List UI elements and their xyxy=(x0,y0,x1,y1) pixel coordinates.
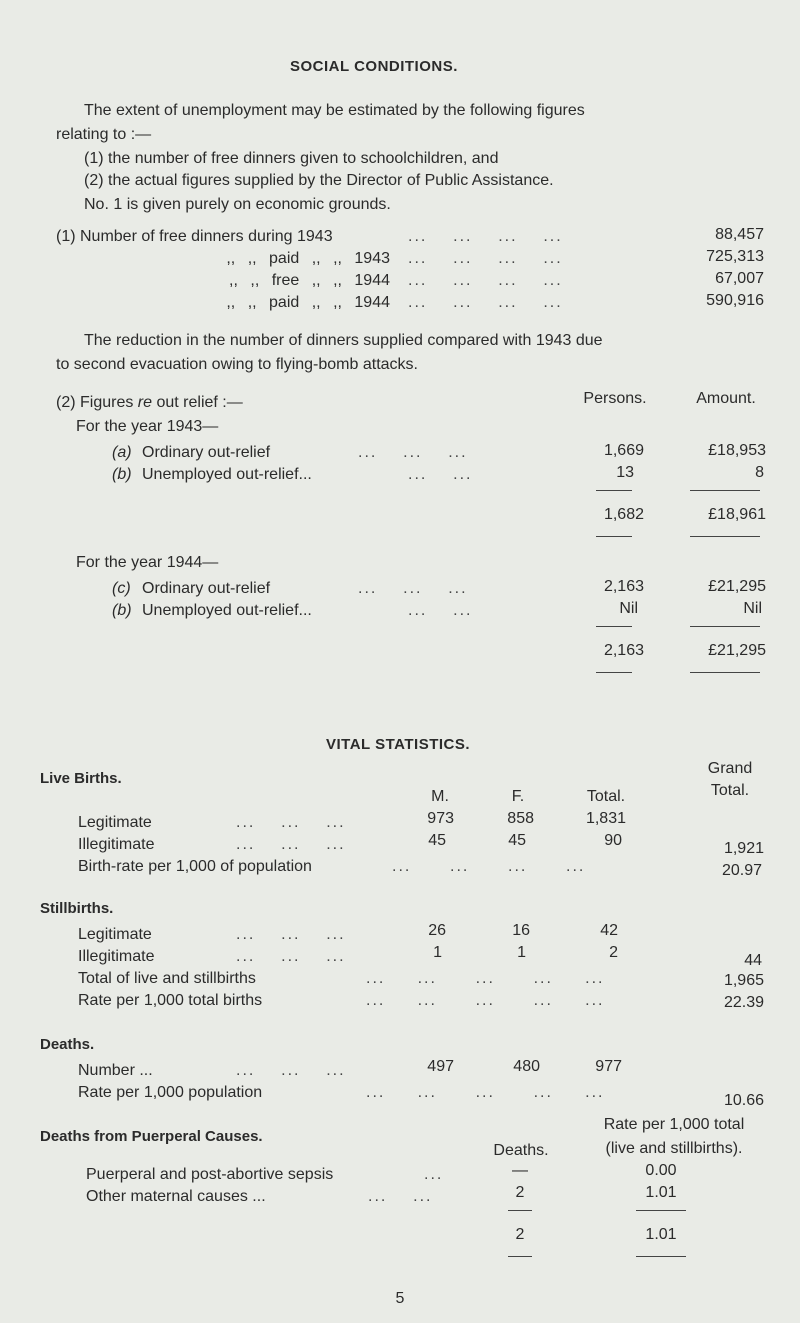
col-amount: Amount. xyxy=(696,390,756,407)
relief-row-label: Ordinary out-relief xyxy=(142,580,271,597)
col-rate-2: (live and stillbirths). xyxy=(605,1140,743,1157)
relief-row-label: Ordinary out-relief xyxy=(142,444,271,461)
col-f: F. xyxy=(511,788,525,805)
leader-dots: ... ... xyxy=(368,1188,433,1205)
number-label: Number ... xyxy=(78,1062,153,1079)
rule xyxy=(596,490,632,491)
rule xyxy=(508,1210,532,1211)
leader-dots: ... ... xyxy=(408,602,473,619)
relief-letter: (b) xyxy=(112,602,132,619)
leader-dots: ... ... ... ... xyxy=(408,228,563,245)
leader-dots: ... ... ... xyxy=(358,444,468,461)
relief-row-label: Unemployed out-relief... xyxy=(142,466,312,483)
dinners-label: ,, ,, paid ,, ,, 1943 xyxy=(226,250,390,267)
still-f: 1 xyxy=(517,944,526,961)
puerperal-total-deaths: 2 xyxy=(515,1226,525,1243)
births-total: 90 xyxy=(604,832,622,849)
stillbirths-heading: Stillbirths. xyxy=(40,900,114,917)
dinners-value: 67,007 xyxy=(715,270,764,287)
rule xyxy=(636,1210,686,1211)
intro-line-1: The extent of unemployment may be estimated by the following figures xyxy=(84,102,585,119)
relief-total-persons: 1,682 xyxy=(603,506,644,523)
leader-dots: ... ... ... ... ... xyxy=(366,970,605,987)
rate-total-births-value: 22.39 xyxy=(723,994,764,1011)
total-live-still-label: Total of live and stillbirths xyxy=(78,970,256,987)
puerperal-deaths: 2 xyxy=(515,1184,525,1201)
leader-dots: ... ... ... ... xyxy=(408,272,563,289)
leader-dots: ... ... ... ... ... xyxy=(366,992,605,1009)
leader-dots: ... ... ... xyxy=(358,580,468,597)
relief-row-label: Unemployed out-relief... xyxy=(142,602,312,619)
puerperal-label: Puerperal and post-abortive sepsis xyxy=(86,1166,334,1183)
relief-amount: Nil xyxy=(743,600,762,617)
col-m: M. xyxy=(431,788,449,805)
rule xyxy=(596,626,632,627)
number-m: 497 xyxy=(427,1058,454,1075)
births-f: 45 xyxy=(508,832,526,849)
intro-item-2: (2) the actual figures supplied by the Director of Public Assistance. xyxy=(84,172,554,189)
relief-amount: 8 xyxy=(755,464,764,481)
puerperal-rate: 0.00 xyxy=(645,1162,677,1179)
puerperal-total-rate: 1.01 xyxy=(645,1226,677,1243)
puerperal-deaths: — xyxy=(512,1162,528,1179)
leader-dots: ... ... ... xyxy=(236,836,346,853)
still-label: Illegitimate xyxy=(78,948,155,965)
col-deaths: Deaths. xyxy=(493,1142,549,1159)
rule xyxy=(690,536,760,537)
deaths-heading: Deaths. xyxy=(40,1036,95,1053)
puerperal-label: Other maternal causes ... xyxy=(86,1188,266,1205)
social-heading: SOCIAL CONDITIONS. xyxy=(290,58,458,75)
year-1943: For the year 1943— xyxy=(76,418,219,435)
births-total: 1,831 xyxy=(585,810,626,827)
relief-total-amount: £21,295 xyxy=(708,642,766,659)
relief-persons: 1,669 xyxy=(603,442,644,459)
leader-dots: ... ... xyxy=(408,466,473,483)
births-label: Illegitimate xyxy=(78,836,155,853)
leader-dots: ... ... ... xyxy=(236,926,346,943)
relief-persons: Nil xyxy=(619,600,638,617)
still-total: 42 xyxy=(600,922,618,939)
col-grand-1: Grand xyxy=(707,760,753,777)
leader-dots: ... ... ... xyxy=(236,1062,346,1079)
death-rate-label: Rate per 1,000 population xyxy=(78,1084,263,1101)
relief-total-amount: £18,961 xyxy=(708,506,766,523)
birth-rate-label: Birth-rate per 1,000 of population xyxy=(78,858,312,875)
dinners-value: 590,916 xyxy=(706,292,764,309)
intro-line-2: relating to :— xyxy=(56,126,152,143)
puerperal-rate: 1.01 xyxy=(645,1184,677,1201)
births-f: 858 xyxy=(507,810,534,827)
relief-amount: £21,295 xyxy=(708,578,766,595)
number-f: 480 xyxy=(513,1058,540,1075)
leader-dots: ... ... ... ... xyxy=(408,294,563,311)
year-1944: For the year 1944— xyxy=(76,554,219,571)
still-m: 26 xyxy=(428,922,446,939)
leader-dots: ... ... ... ... xyxy=(392,858,586,875)
relief-persons: 13 xyxy=(616,464,634,481)
rate-total-births-label: Rate per 1,000 total births xyxy=(78,992,263,1009)
relief-letter: (c) xyxy=(112,580,131,597)
page-number: 5 xyxy=(395,1290,405,1307)
rule xyxy=(508,1256,532,1257)
relief-total-persons: 2,163 xyxy=(603,642,644,659)
dinners-label: ,, ,, free ,, ,, 1944 xyxy=(229,272,390,289)
still-label: Legitimate xyxy=(78,926,152,943)
puerperal-heading: Deaths from Puerperal Causes. xyxy=(40,1128,263,1145)
rule xyxy=(596,672,632,673)
births-grand: 1,921 xyxy=(723,840,764,857)
leader-dots: ... xyxy=(424,1166,444,1183)
rule xyxy=(690,672,760,673)
intro-note: No. 1 is given purely on economic grounds. xyxy=(84,196,391,213)
still-f: 16 xyxy=(512,922,530,939)
relief-persons: 2,163 xyxy=(603,578,644,595)
live-births-heading: Live Births. xyxy=(40,770,122,787)
relief-letter: (a) xyxy=(112,444,132,461)
reduction-line-2: to second evacuation owing to flying-bomb attacks. xyxy=(56,356,418,373)
dinners-label: (1) Number of free dinners during 1943 xyxy=(56,228,333,245)
reduction-line-1: The reduction in the number of dinners supplied compared with 1943 due xyxy=(84,332,603,349)
dinners-value: 725,313 xyxy=(706,248,764,265)
births-label: Legitimate xyxy=(78,814,152,831)
rule xyxy=(596,536,632,537)
relief-letter: (b) xyxy=(112,466,132,483)
births-m: 45 xyxy=(428,832,446,849)
leader-dots: ... ... ... ... xyxy=(408,250,563,267)
leader-dots: ... ... ... ... ... xyxy=(366,1084,605,1101)
col-rate-1: Rate per 1,000 total xyxy=(603,1116,745,1133)
dinners-label: ,, ,, paid ,, ,, 1944 xyxy=(226,294,390,311)
relief-amount: £18,953 xyxy=(708,442,766,459)
still-grand: 44 xyxy=(744,952,762,969)
leader-dots: ... ... ... xyxy=(236,814,346,831)
total-live-still-value: 1,965 xyxy=(723,972,764,989)
dinners-value: 88,457 xyxy=(715,226,764,243)
relief-label: (2) Figures re out relief :— xyxy=(56,394,243,411)
rule xyxy=(690,626,760,627)
rule xyxy=(690,490,760,491)
intro-item-1: (1) the number of free dinners given to schoolchildren, and xyxy=(84,150,499,167)
birth-rate-value: 20.97 xyxy=(721,862,762,879)
still-total: 2 xyxy=(609,944,618,961)
leader-dots: ... ... ... xyxy=(236,948,346,965)
still-m: 1 xyxy=(433,944,442,961)
col-grand-2: Total. xyxy=(710,782,750,799)
rule xyxy=(636,1256,686,1257)
col-persons: Persons. xyxy=(583,390,647,407)
col-total: Total. xyxy=(586,788,626,805)
vital-heading: VITAL STATISTICS. xyxy=(326,736,471,753)
death-rate-value: 10.66 xyxy=(723,1092,764,1109)
number-total: 977 xyxy=(595,1058,622,1075)
births-m: 973 xyxy=(427,810,454,827)
